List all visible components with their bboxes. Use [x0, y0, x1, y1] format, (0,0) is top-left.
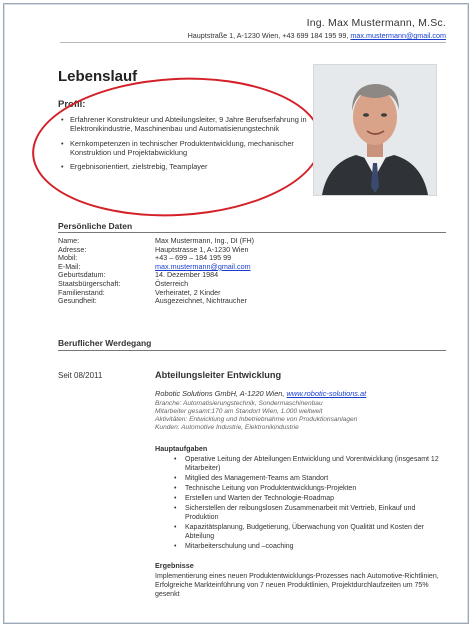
personal-key: Familienstand:	[58, 287, 105, 297]
personal-value: Ausgezeichnet, Nichtraucher	[155, 296, 247, 306]
tasks-list	[155, 456, 445, 553]
task-item: • Erstellen und Warten der Technologie-Roadmap	[155, 495, 445, 504]
company-detail-line: Branche: Automatisierungstechnik, Sondermaschinenbau	[155, 400, 323, 407]
company-detail-line: Mitarbeiter gesamt:170 am Standort Wien, 1.000 weltweit	[155, 407, 323, 415]
company-line	[155, 389, 366, 398]
page-title: Lebenslauf	[58, 68, 138, 85]
personal-key: Name:	[58, 236, 80, 245]
personal-key: Gesundheit:	[58, 296, 97, 306]
personal-data-divider	[58, 232, 446, 233]
task-item: • Kapazitätsplanung, Budgetierung, Überwachung von Qualität und Kosten der Abteilung	[155, 524, 445, 541]
header-contact	[188, 31, 446, 40]
job-period: Seit 08/2011	[58, 371, 103, 380]
personal-value: Österreich	[155, 278, 189, 288]
personal-row-health	[58, 297, 355, 306]
task-item: • Mitglied des Management-Teams am Standort	[155, 475, 445, 484]
personal-key: E-Mail:	[58, 261, 81, 271]
personal-key: Staatsbürgerschaft:	[58, 278, 121, 288]
portrait-photo	[313, 64, 437, 196]
career-heading: Beruflicher Werdegang	[58, 338, 152, 348]
personal-data-table	[58, 237, 355, 306]
tasks-heading: Hauptaufgaben	[155, 444, 208, 453]
personal-key: Geburtsdatum:	[58, 270, 106, 280]
header-name: Ing. Max Mustermann, M.Sc.	[306, 17, 446, 29]
company-website-link[interactable]: www.robotic-solutions.at	[286, 389, 367, 398]
personal-value: Verheiratet, 2 Kinder	[155, 287, 221, 297]
task-item: • Mitarbeiterschulung und –coaching	[155, 543, 445, 552]
company-details	[155, 400, 357, 432]
header-email-link[interactable]: max.mustermann@gmail.com	[350, 31, 446, 40]
company-detail-line: Kunden: Automotive Industrie, Elektronikindustrie	[155, 423, 299, 431]
task-item: • Operative Leitung der Abteilungen Entwicklung und Vorentwicklung (insgesamt 12 Mitarbeiter)	[155, 456, 445, 473]
header-divider	[60, 42, 446, 43]
profile-heading: Profil:	[58, 99, 86, 110]
personal-value: Hauptstrasse 1, A-1230 Wien	[155, 244, 249, 254]
personal-key: Adresse:	[58, 244, 87, 254]
profile-item: • Kernkompetenzen in technischer Produktentwicklung, mechanischer Konstruktion und Projektabwicklung	[58, 139, 316, 158]
job-title: Abteilungsleiter Entwicklung	[155, 370, 282, 380]
personal-value: Max Mustermann, Ing., DI (FH)	[155, 236, 255, 245]
personal-email-link[interactable]: max.mustermann@gmail.com	[155, 261, 251, 271]
career-divider	[58, 350, 446, 351]
personal-value: +43 – 699 – 184 195 99	[155, 253, 232, 263]
personal-value: 14. Dezember 1984	[155, 270, 219, 280]
personal-data-heading: Persönliche Daten	[58, 221, 133, 231]
task-item: • Technische Leitung von Produktentwicklungs-Projekten	[155, 485, 445, 494]
results-text: Implementierung eines neuen Produktentwicklungs-Prozesses nach Automotive-Richtlinien, Erfolgreiche Markteinführung von 7 neuen Produktlinien, Projektdurchlaufzeiten um 75% gesenkt	[155, 573, 439, 598]
personal-key: Mobil:	[58, 253, 78, 263]
profile-item: • Ergebnisorientiert, zielstrebig, Teamplayer	[58, 162, 316, 171]
company-name: Robotic Solutions GmbH, A-1220 Wien,	[155, 389, 285, 398]
profile-item: • Erfahrener Konstrukteur und Abteilungsleiter, 9 Jahre Berufserfahrung in Elektronikindustrie, Maschinenbau und Automatisierungstechnik	[58, 115, 316, 134]
results-heading: Ergebnisse	[155, 561, 194, 570]
company-detail-line: Aktivitäten: Entwicklung und Inbetriebnahme von Produktionsanlagen	[155, 415, 358, 423]
task-item: • Sicherstellen der reibungslosen Zusammenarbeit mit Vertrieb, Einkauf und Produktion	[155, 505, 445, 522]
header-address: Hauptstraße 1, A-1230 Wien, +43 699 184 195 99,	[187, 31, 349, 40]
